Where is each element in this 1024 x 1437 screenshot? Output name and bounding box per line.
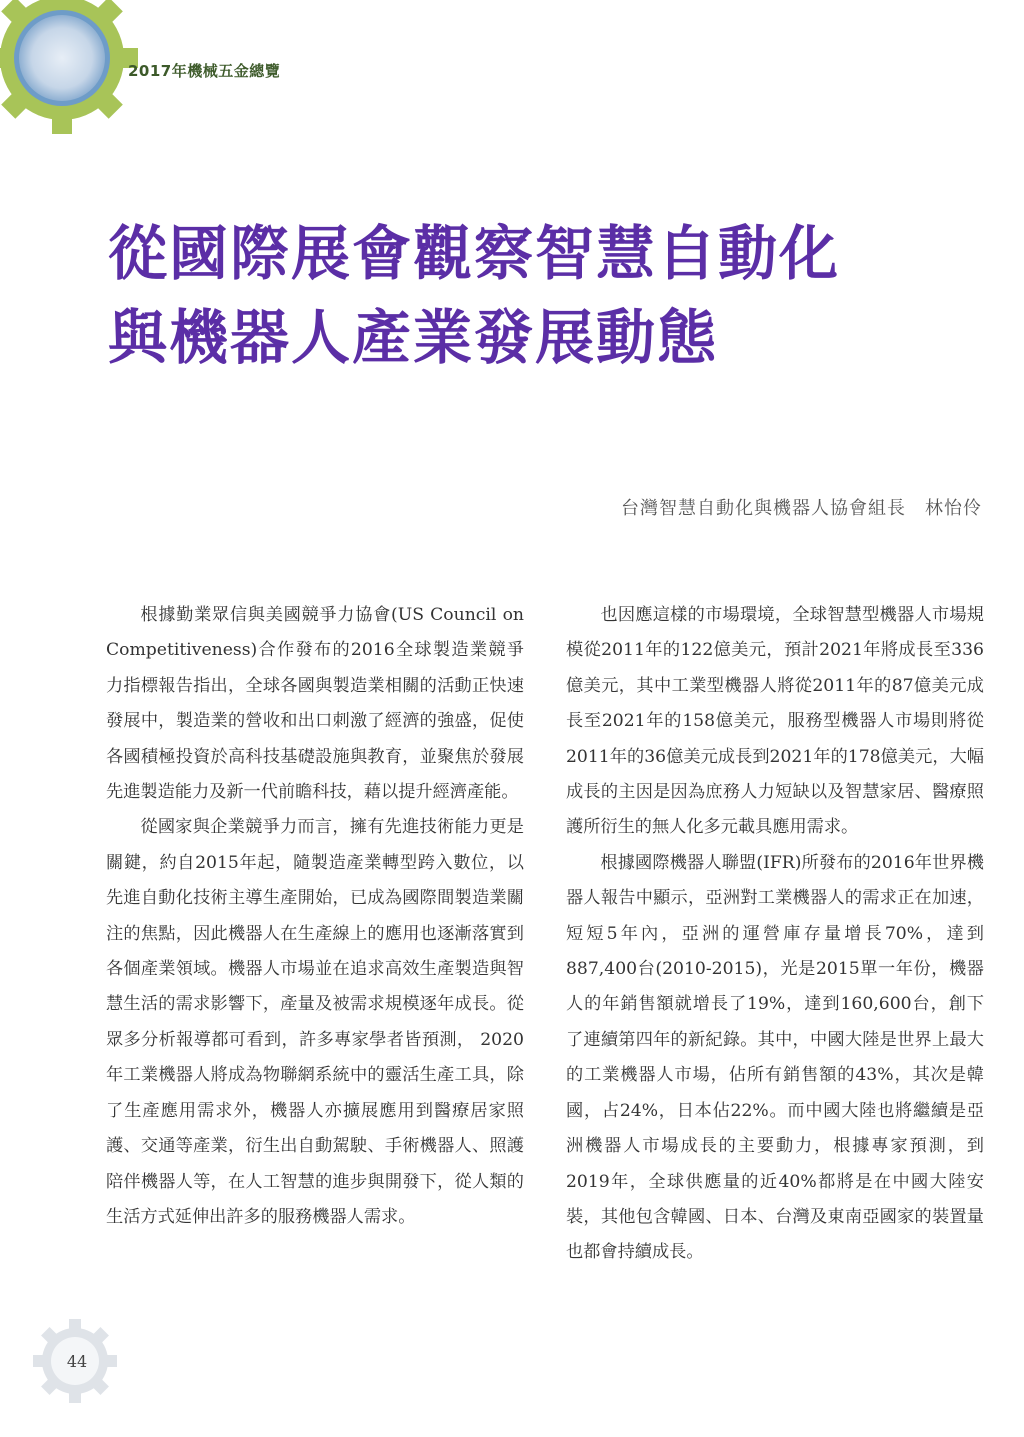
author-byline: 台灣智慧自動化與機器人協會組長 林怡伶 [621,498,982,519]
gear-logo-icon [0,0,142,138]
paragraph: 根據勤業眾信與美國競爭力協會(US Council on Competitiveness)合作發布的2016全球製造業競爭力指標報告指出，全球各國與製造業相關的活動正快速發展中，製造業的營收和出口刺激了經濟的強盛，促使各國積極投資於高科技基礎設施與教育，並聚焦於發展先進製造能力及新一代前瞻科技，藉以提升經濟產能。 [106,605,524,803]
publication-header: 2017年機械五金總覽 [128,62,281,80]
paragraph: 從國家與企業競爭力而言，擁有先進技術能力更是關鍵，約自2015年起，隨製造產業轉型跨入數位，以先進自動化技術主導生產開始，已成為國際間製造業關注的焦點，因此機器人在生產線上的應用也逐漸落實到各個產業領域。機器人市場並在追求高效生產製造與智慧生活的需求影響下，產量及被需求規模逐年成長。從眾多分析報導都可看到，許多專家學者皆預測， 2020年工業機器人將成為物聯網系統中的靈活生產工具，除了生產應用需求外，機器人亦擴展應用到醫療居家照護、交通等產業，衍生出自動駕駛、手術機器人、照護陪伴機器人等，在人工智慧的進步與開發下，從人類的生活方式延伸出許多的服務機器人需求。 [106,817,524,1227]
article-title [108,212,1008,380]
left-column [106,598,524,1235]
article-title-line-1: 從國際展會觀察智慧自動化 [108,219,841,288]
right-column [566,598,984,1271]
article-title-line-2: 與機器人產業發展動態 [108,303,719,372]
paragraph: 根據國際機器人聯盟(IFR)所發布的2016年世界機器人報告中顯示，亞洲對工業機器人的需求正在加速，短短5年內，亞洲的運營庫存量增長70%，達到887,400台(2010-2015)，光是2015單一年份，機器人的年銷售額就增長了19%，達到160,600台，創下了連續第四年的新紀錄。其中，中國大陸是世界上最大的工業機器人市場，佔所有銷售額的43%，其次是韓國，占24%，日本佔22%。而中國大陸也將繼續是亞洲機器人市場成長的主要動力，根據專家預測，到2019年，全球供應量的近40%都將是在中國大陸安裝，其他包含韓國、日本、台灣及東南亞國家的裝置量也都會持續成長。 [566,852,984,1263]
paragraph: 也因應這樣的市場環境，全球智慧型機器人市場規模從2011年的122億美元，預計2021年將成長至336億美元，其中工業型機器人將從2011年的87億美元成長至2021年的158億美元，服務型機器人市場則將從2011年的36億美元成長到2021年的178億美元，大幅成長的主因是因為庶務人力短缺以及智慧家居、醫療照護所衍生的無人化多元載具應用需求。 [566,605,984,838]
page-number: 44 [66,1352,88,1371]
